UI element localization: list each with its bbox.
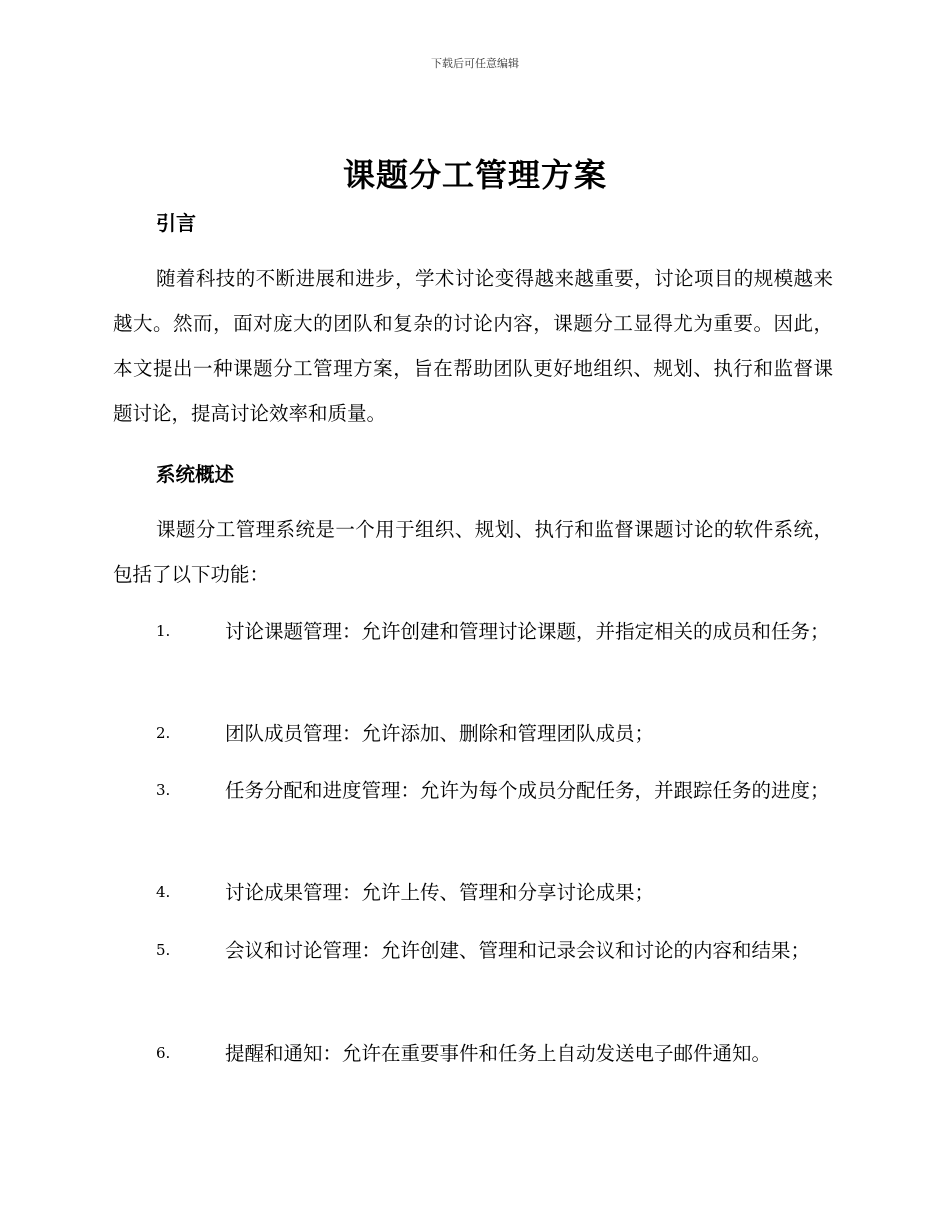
- list-item: [113, 609, 833, 654]
- list-item-number: 3.: [156, 781, 171, 799]
- list-item-number: 6.: [156, 1044, 171, 1062]
- list-item-number: 5.: [156, 941, 171, 959]
- section-heading-overview: 系统概述: [156, 463, 235, 486]
- list-item-text: 提醒和通知：允许在重要事件和任务上自动发送电子邮件通知。: [225, 1042, 772, 1065]
- overview-paragraph: 课题分工管理系统是一个用于组织、规划、执行和监督课题讨论的软件系统，包括了以下功能：: [113, 518, 833, 586]
- list-item-number: 4.: [156, 883, 171, 901]
- list-item-text: 团队成员管理：允许添加、删除和管理团队成员；: [225, 722, 655, 745]
- section-heading-intro: 引言: [156, 211, 196, 235]
- list-item: [113, 768, 833, 813]
- document-title: 课题分工管理方案: [342, 156, 607, 194]
- list-item-text: 讨论成果管理：允许上传、管理和分享讨论成果；: [225, 881, 655, 904]
- list-item: [113, 928, 833, 973]
- list-item-text: 任务分配和进度管理：允许为每个成员分配任务，并跟踪任务的进度；: [225, 779, 830, 802]
- header-note: 下载后可任意编辑: [431, 57, 519, 70]
- intro-paragraph: 随着科技的不断进展和进步，学术讨论变得越来越重要，讨论项目的规模越来越大。然而，面对庞大的团队和复杂的讨论内容，课题分工显得尤为重要。因此，本文提出一种课题分工管理方案，旨在帮助团队更好地组织、规划、执行和监督课题讨论，提高讨论效率和质量。: [113, 267, 833, 425]
- list-item: [113, 1031, 833, 1076]
- list-item-text: 讨论课题管理：允许创建和管理讨论课题，并指定相关的成员和任务；: [225, 620, 830, 643]
- list-item: [113, 711, 833, 756]
- list-item-number: 1.: [156, 622, 171, 640]
- list-item: [113, 870, 833, 915]
- list-item-text: 会议和讨论管理：允许创建、管理和记录会议和讨论的内容和结果；: [225, 939, 811, 962]
- list-item-number: 2.: [156, 724, 171, 742]
